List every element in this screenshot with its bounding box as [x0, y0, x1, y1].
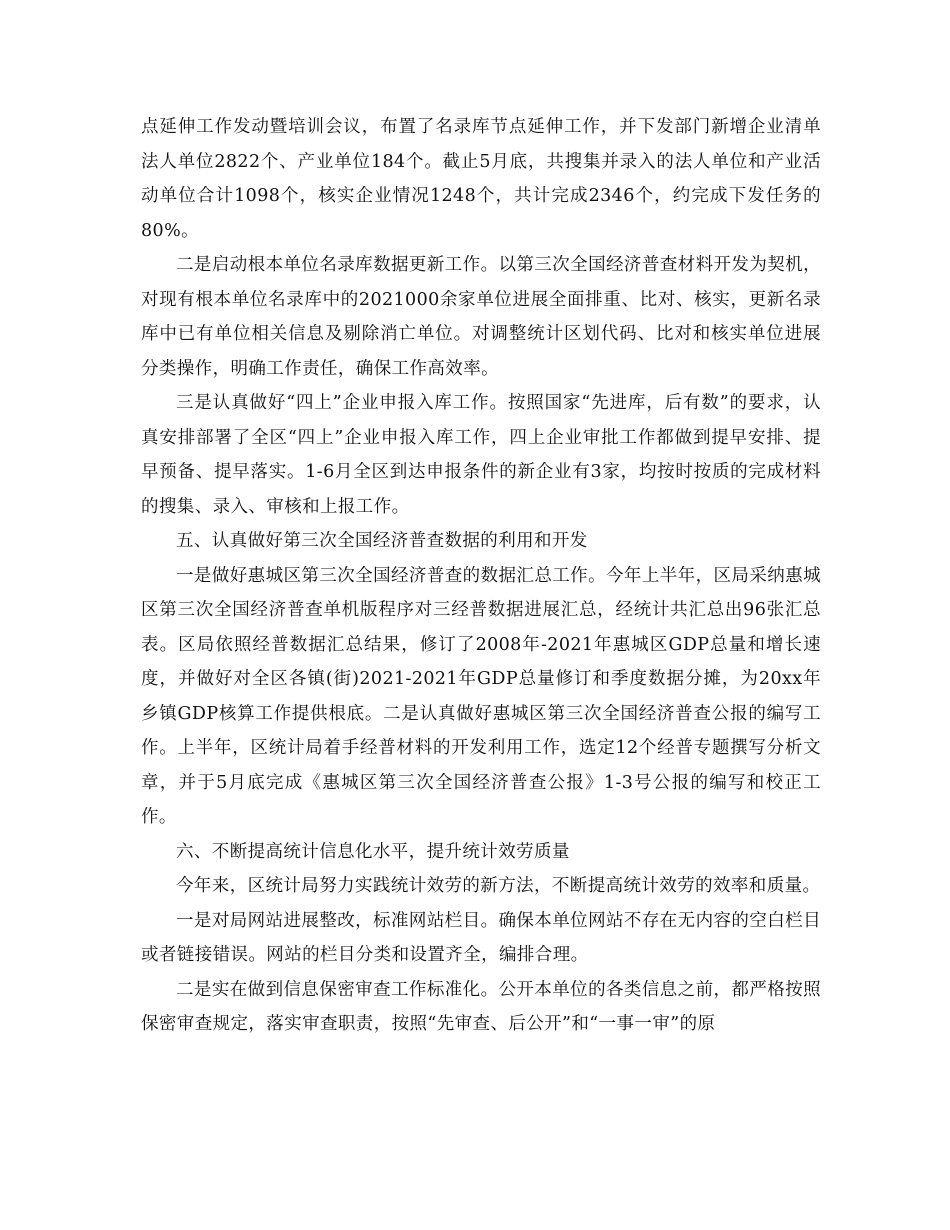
paragraph-directory-update: 二是启动根本单位名录库数据更新工作。以第三次全国经济普查材料开发为契机，对现有根本单位名录库中的2021000余家单位进展全面排重、比对、核实，更新名录库中已有单位相关信息及剔除消亡单位。对调整统计区划代码、比对和核实单位进展分类操作，明确工作责任，确保工作高效率。	[141, 255, 821, 379]
section-heading-informatization: 六、不断提高统计信息化水平，提升统计效劳质量	[176, 841, 570, 862]
document-body	[141, 110, 821, 1042]
paragraph-enterprise-registration: 三是认真做好“四上”企业申报入库工作。按照国家“先进库，后有数”的要求，认真安排部署了全区“四上”企业申报入库工作，四上企业审批工作都做到提早安排、提早预备、提早落实。1-6月全区到达申报条件的新企业有3家，均按时按质的完成材料的搜集、录入、审核和上报工作。	[141, 393, 821, 517]
paragraph-continued: 点延伸工作发动暨培训会议，布置了名录库节点延伸工作，并下发部门新增企业清单法人单位2822个、产业单位184个。截止5月底，共搜集并录入的法人单位和产业活动单位合计1098个，核实企业情况1248个，共计完成2346个，约完成下发任务的80%。	[141, 117, 821, 241]
paragraph-census-summary: 一是做好惠城区第三次全国经济普查的数据汇总工作。今年上半年，区局采纳惠城区第三次全国经济普查单机版程序对三经普数据进展汇总，经统计共汇总出96张汇总表。区局依照经普数据汇总结果，修订了2008年-2021年惠城区GDP总量和增长速度，并做好对全区各镇(街)2021-2021年GDP总量修订和季度数据分摊，为20xx年乡镇GDP核算工作提供根底。二是认真做好惠城区第三次全国经济普查公报的编写工作。上半年，区统计局着手经普材料的开发利用工作，选定12个经普专题撰写分析文章，并于5月底完成《惠城区第三次全国经济普查公报》1-3号公报的编写和校正工作。	[141, 565, 821, 827]
section-heading-census-data: 五、认真做好第三次全国经济普查数据的利用和开发	[176, 531, 588, 551]
paragraph-service-intro: 今年来，区统计局努力实践统计效劳的新方法，不断提高统计效劳的效率和质量。	[176, 876, 821, 896]
paragraph-confidentiality-review: 二是实在做到信息保密审查工作标准化。公开本单位的各类信息之前，都严格按照保密审查规定，落实审查职责，按照“先审查、后公开”和“一事一审”的原	[141, 979, 821, 1034]
paragraph-website-rectification: 一是对局网站进展整改，标准网站栏目。确保本单位网站不存在无内容的空白栏目或者链接错误。网站的栏目分类和设置齐全，编排合理。	[141, 910, 821, 965]
